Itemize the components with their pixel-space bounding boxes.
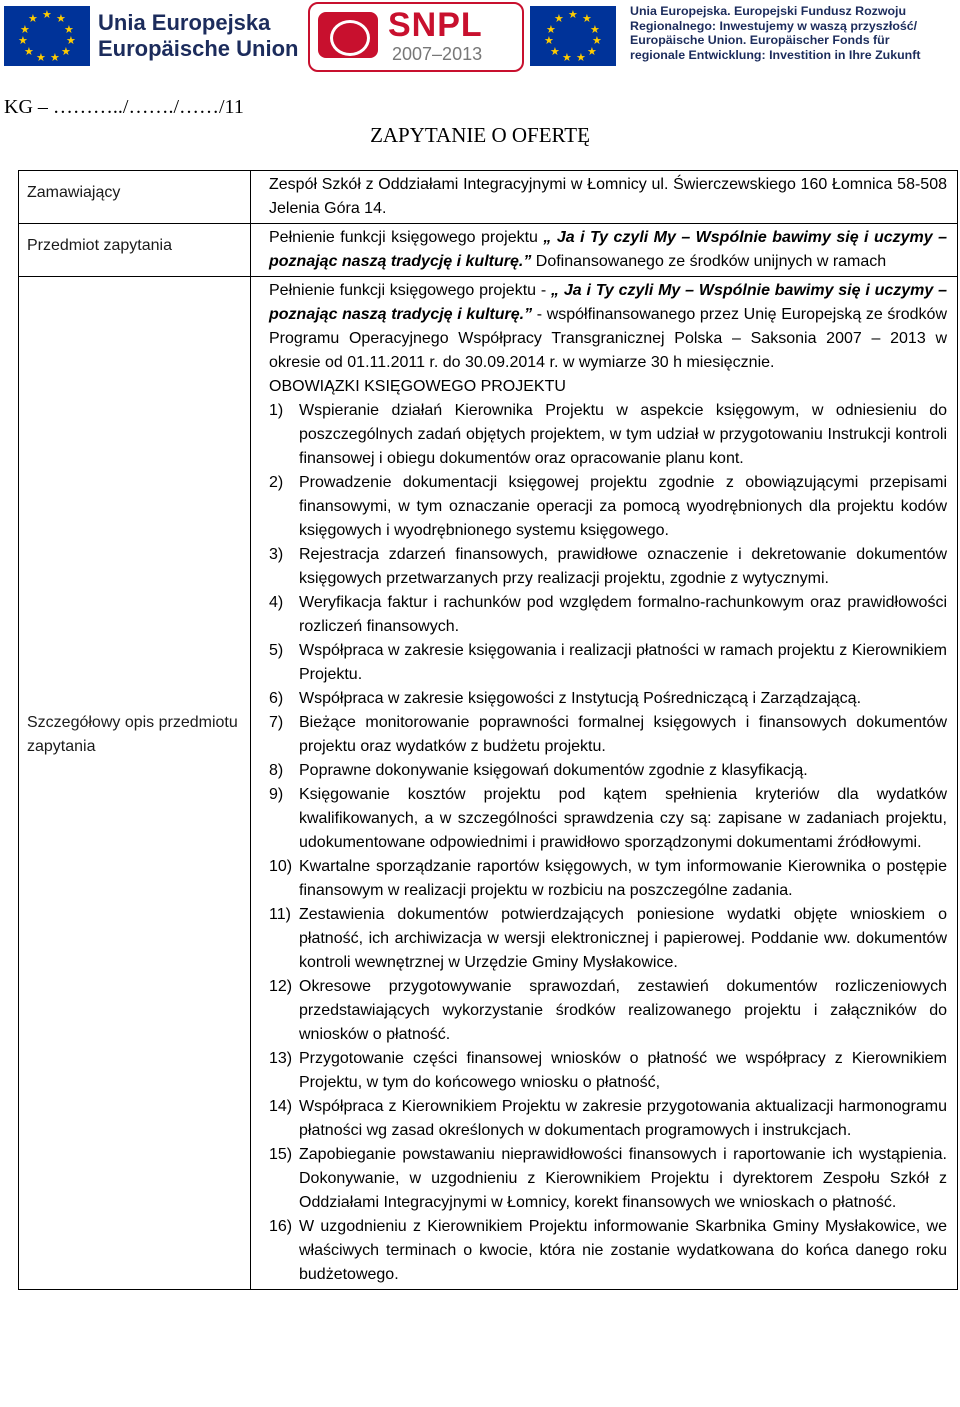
row-zamawiajacy	[19, 171, 958, 224]
list-item: 13) Przygotowanie części finansowej wniosków o płatność we współpracy z Kierownikiem Projektu, w tym do końcowego wniosku o płatność,	[269, 1050, 947, 1091]
list-item: 15) Zapobieganie powstawaniu nieprawidłowości finansowych i raportowanie ich wystąpienia. Dokonywanie, w uzgodnieniu z Kierownikiem Projektu i dyrektorem Zespołu Szkół z Oddziałami Integracyjnymi w Łomnicy, korekt finansowych we wnioskach o płatność.	[269, 1146, 947, 1211]
project-name: „ Ja i Ty czyli My – Wspólnie bawimy się i uczymy – poznając naszą tradycję i kulturę.”	[269, 229, 947, 270]
eu-logo-text: Unia Europejska Europäische Union	[98, 10, 299, 61]
list-item: 5) Współpraca w zakresie księgowania i realizacji płatności w ramach projektu z Kierownikiem Projektu.	[269, 642, 947, 683]
snpl-years: 2007–2013	[392, 44, 483, 64]
page-title: ZAPYTANIE O OFERTĘ	[370, 123, 590, 147]
duties-heading: OBOWIĄZKI KSIĘGOWEGO PROJEKTU	[269, 378, 566, 395]
fund-text: Unia Europejska. Europejski Fundusz Rozwoju Regionalnego: Inwestujemy w waszą przyszłość/ Europäische Union. Europäischer Fonds für regionale Entwicklung: Investition in Ihre Zukunft	[630, 4, 921, 62]
offer-table	[18, 170, 958, 1290]
list-item: 16) W uzgodnieniu z Kierownikiem Projektu informowanie Skarbnika Gminy Mysłakowice, we właściwych terminach o kwocie, która nie zostanie wydatkowana do końca danego roku budżetowego.	[269, 1218, 947, 1283]
list-item: 10) Kwartalne sporządzanie raportów księgowych, w tym informowanie Kierownika o postępie finansowym w realizacji projektu w rozbiciu na poszczególne zadania.	[269, 858, 947, 899]
list-item: 9) Księgowanie kosztów projektu pod kątem spełnienia kryteriów dla wydatków kwalifikowanych, a w szczególności sprawdzenia czy są: zapisane w zadaniach projektu, udokumentowane odpowiednimi i prawidłowo sporządzonymi dokumentami źródłowymi.	[269, 786, 947, 851]
label-opis: Szczegółowy opis przedmiotu zapytania	[19, 277, 251, 1290]
eu-flag-icon: ★ ★ ★ ★ ★ ★ ★ ★ ★ ★ ★	[4, 6, 90, 66]
snpl-logo	[308, 2, 524, 72]
duties-list	[269, 399, 947, 1287]
label-zamawiajacy: Zamawiający	[19, 171, 251, 224]
logo-bar	[0, 0, 960, 78]
list-item: 12) Okresowe przygotowywanie sprawozdań, zestawień dokumentów rozliczeniowych przedstawiających wykorzystanie środków realizowanego projektu i załączników do wniosków o płatność.	[269, 978, 947, 1043]
list-item: 7) Bieżące monitorowanie poprawności formalnej księgowych i finansowych dokumentów projektu oraz wydatków z budżetu projektu.	[269, 714, 947, 755]
list-item: 8) Poprawne dokonywanie księgowań dokumentów zgodnie z klasyfikacją.	[269, 762, 808, 779]
content-zamawiajacy: Zespół Szkół z Oddziałami Integracyjnymi w Łomnicy ul. Świerczewskiego 160 Łomnica 58-508 Jelenia Góra 14.	[251, 171, 958, 224]
list-item: 14) Współpraca z Kierownikiem Projektu w zakresie przygotowania aktualizacji harmonogramu płatności wg zasad określonych w dokumentach programowych i instrukcjach.	[269, 1098, 947, 1139]
project-name: „ Ja i Ty czyli My – Wspólnie bawimy się i uczymy – poznając naszą tradycję i kulturę.”	[269, 282, 948, 323]
list-item: 11) Zestawienia dokumentów potwierdzających poniesione wydatki objęte wnioskiem o płatność, ich archiwizacja w wersji elektronicznej i papierowej. Poddanie ww. dokumentów kontroli wewnętrznej w Urzędzie Gminy Mysłakowice.	[269, 906, 947, 971]
reference-number: KG – ………../……./……/11	[4, 96, 244, 118]
list-item: 4) Weryfikacja faktur i rachunków pod względem formalno-rachunkowym oraz prawidłowości rozliczeń finansowych.	[269, 594, 947, 635]
snpl-mark-icon	[318, 12, 378, 58]
content-opis: Pełnienie funkcji księgowego projektu - „ Ja i Ty czyli My – Wspólnie bawimy się i uczymy – poznając naszą tradycję i kulturę.” - współfinansowanego przez Unię Europejską ze środków Programu Operacyjnego Współpracy Transgranicznej Polska – Saksonia 2007 – 2013 w okresie od 01.11.2011 r. do 30.09.2014 r. w wymiarze 30 h miesięcznie. OBOWIĄZKI KSIĘGOWEGO PROJEKTU 1) Wspieranie działań Kierownika Projektu w aspekcie księgowym, w odniesieniu do poszczególnych zadań objętych projektem, w tym udział w przygotowaniu Instrukcji kontroli finansowej i obiegu dokumentów oraz opracowanie planu kont. 2) Prowadzenie dokumentacji księgowej projektu zgodnie z obowiązującymi przepisami finansowymi, w tym oznaczanie operacji za pomocą wyodrębnionych dla projektu kodów księgowych i wyodrębnionego systemu księgowego. 3) Rejestracja zdarzeń finansowych, prawidłowe oznaczenie i dekretowanie dokumentów księgowych przetwarzanych przy realizacji projektu, zgodnie z wytycznymi. 4) Weryfikacja faktur i rachunków pod względem formalno-rachunkowym oraz prawidłowości rozliczeń finansowych. 5) Współpraca w zakresie księgowania i realizacji płatności w ramach projektu z Kierownikiem Projektu. 6) Współpraca w zakresie księgowości z Instytucją Pośredniczącą i Zarządzającą. 7) Bieżące monitorowanie poprawności formalnej księgowych i finansowych dokumentów projektu oraz wydatków z budżetu projektu. 8) Poprawne dokonywanie księgowań dokumentów zgodnie z klasyfikacją. 9) Księgowanie kosztów projektu pod kątem spełnienia kryteriów dla wydatków kwalifikowanych, a w szczególności sprawdzenia czy są: zapisane w zadaniach projektu, udokumentowane odpowiednimi i prawidłowo sporządzonymi dokumentami źródłowymi. 10) Kwartalne sporządzanie raportów księgowych, w tym informowanie Kierownika o postępie finansowym w realizacji projektu w rozbiciu na poszczególne zadania. 11) Zestawienia dokumentów potwierdzających poniesione wydatki objęte wnioskiem o płatność, ich archiwizacja w wersji elektronicznej i papierowej. Poddanie ww. dokumentów kontroli wewnętrznej w Urzędzie Gminy Mysłakowice. 12) Okresowe przygotowywanie sprawozdań, zestawień dokumentów rozliczeniowych przedstawiających wykorzystanie środków realizowanego projektu i załączników do wniosków o płatność. 13) Przygotowanie części finansowej wniosków o płatność we współpracy z Kierownikiem Projektu, w tym do końcowego wniosku o płatność, 14) Współpraca z Kierownikiem Projektu w zakresie przygotowania aktualizacji harmonogramu płatności wg zasad określonych w dokumentach programowych i instrukcjach. 15) Zapobieganie powstawaniu nieprawidłowości finansowych i raportowanie ich wystąpienia. Dokonywanie, w uzgodnieniu z Kierownikiem Projektu i dyrektorem Zespołu Szkół z Oddziałami Integracyjnymi w Łomnicy, korekt finansowych we wnioskach o płatność. 16) W uzgodnieniu z Kierownikiem Projektu informowanie Skarbnika Gminy Mysłakowice, we właściwych terminach o kwocie, która nie zostanie wydatkowana do końca danego roku budżetowego.	[251, 277, 958, 1290]
label-przedmiot: Przedmiot zapytania	[19, 224, 251, 277]
list-item: 2) Prowadzenie dokumentacji księgowej projektu zgodnie z obowiązującymi przepisami finansowymi, w tym oznaczanie operacji za pomocą wyodrębnionych dla projektu kodów księgowych i wyodrębnionego systemu księgowego.	[269, 474, 947, 539]
snpl-name: SNPL	[388, 6, 483, 44]
content-przedmiot: Pełnienie funkcji księgowego projektu „ Ja i Ty czyli My – Wspólnie bawimy się i uczymy – poznając naszą tradycję i kulturę.” Dofinansowanego ze środków unijnych w ramach	[251, 224, 958, 277]
row-opis	[19, 277, 958, 1290]
list-item: 1) Wspieranie działań Kierownika Projektu w aspekcie księgowym, w odniesieniu do poszczególnych zadań objętych projektem, w tym udział w przygotowaniu Instrukcji kontroli finansowej i obiegu dokumentów oraz opracowanie planu kont.	[269, 402, 947, 467]
list-item: 6) Współpraca w zakresie księgowości z Instytucją Pośredniczącą i Zarządzającą.	[269, 690, 862, 707]
list-item: 3) Rejestracja zdarzeń finansowych, prawidłowe oznaczenie i dekretowanie dokumentów księgowych przetwarzanych przy realizacji projektu, zgodnie z wytycznymi.	[269, 546, 947, 587]
eu-flag-icon: ★ ★ ★ ★ ★ ★ ★ ★ ★ ★ ★	[530, 6, 616, 66]
row-przedmiot	[19, 224, 958, 277]
